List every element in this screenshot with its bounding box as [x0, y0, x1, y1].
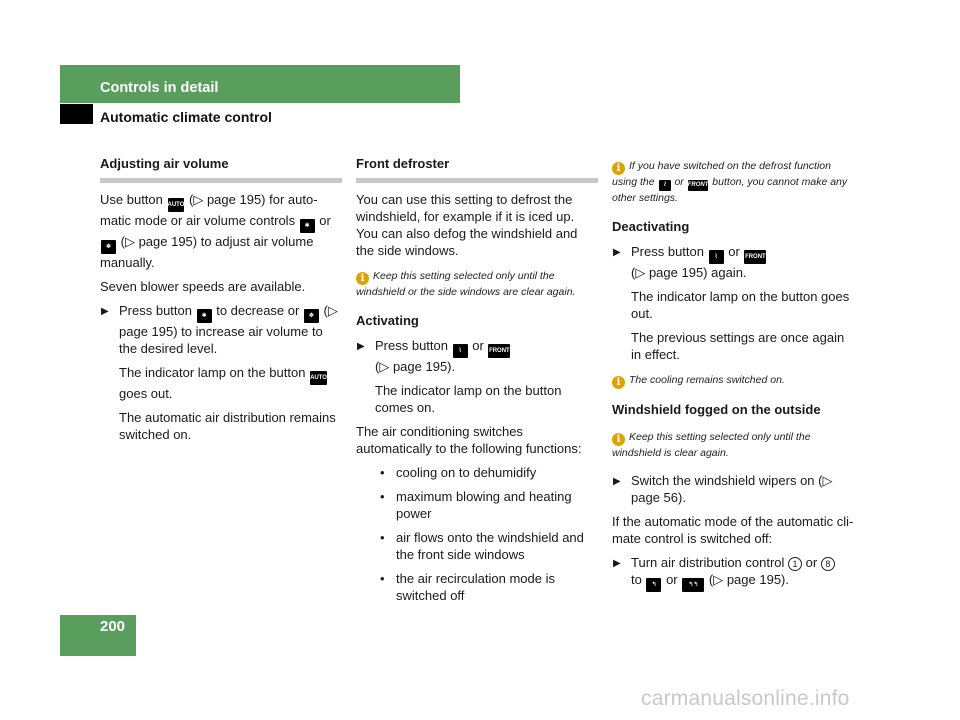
control-8-icon: 8	[821, 557, 835, 571]
page-number: 200	[100, 618, 126, 635]
step-arrow-icon: ▶	[357, 340, 365, 352]
reference-arrow-icon: ▷	[635, 264, 646, 280]
paragraph: Use button AUTO (▷ page 195) for auto-matic mode or air volume controls ✱ or ✽ (▷ page 195) to adjust air volume manually.	[100, 192, 331, 270]
reference-arrow-icon: ▷	[193, 192, 204, 207]
heading-front-defroster: Front defroster	[356, 155, 598, 183]
step-arrow-icon: ▶	[613, 476, 621, 487]
bullet-icon: •	[380, 570, 385, 586]
front-defrost-icon: FRONT	[488, 344, 510, 358]
paragraph: The air conditioning switches automatically to the following functions:	[356, 423, 582, 456]
step: ▶ Press button ✱ to decrease or ✽ (▷ page 195) to increase air volume to the desired level.	[101, 303, 338, 356]
fan-large-icon: ✽	[304, 309, 319, 323]
info-note: i If you have switched on the defrost function using the ⌇ or FRONT button, you cannot make any other settings.	[612, 160, 848, 204]
step-arrow-icon: ▶	[101, 306, 109, 317]
info-icon: i	[356, 272, 369, 285]
list-item: • cooling on to dehumidify	[380, 464, 537, 480]
step-result: The previous settings are once again in effect.	[631, 329, 845, 362]
defrost-icon: ⌇	[659, 180, 671, 191]
fan-small-icon: ✱	[300, 219, 315, 233]
reference-arrow-icon: ▷	[379, 358, 390, 374]
paragraph: Seven blower speeds are available.	[100, 279, 306, 294]
reference-arrow-icon: ▷	[822, 473, 833, 488]
heading-adjusting-air-volume: Adjusting air volume	[100, 155, 342, 183]
column-2	[356, 155, 598, 611]
list-item: • maximum blowing and heating power	[380, 488, 572, 521]
info-icon: i	[612, 376, 625, 389]
step: ▶ Turn air distribution control 1 or 8 to ↰ or ↰↰ (▷ page 195).	[612, 554, 856, 592]
fan-large-icon: ✽	[101, 240, 116, 254]
info-icon: i	[612, 433, 625, 446]
section-title: Controls in detail	[100, 80, 219, 96]
subheading-deactivating: Deactivating	[612, 218, 690, 234]
watermark: carmanualsonline.info	[641, 687, 850, 710]
info-note: i Keep this setting selected only until the windshield is clear again.	[612, 430, 811, 459]
header-marker	[60, 104, 93, 124]
paragraph: If the automatic mode of the automatic cli-mate control is switched off:	[612, 514, 854, 546]
step-result: The indicator lamp on the button goes out.	[631, 288, 850, 321]
step: ▶ Press button ⌇ or FRONT (▷ page 195).	[357, 337, 510, 374]
reference-arrow-icon: ▷	[327, 303, 338, 318]
bullet-icon: •	[380, 529, 385, 545]
air-distribution-windshield-footwell-icon: ↰↰	[682, 578, 704, 592]
info-icon: i	[612, 162, 625, 175]
paragraph: You can use this setting to defrost the windshield, for example if it is iced up. You can also defog the windshield and the side windows.	[356, 192, 578, 258]
control-1-icon: 1	[788, 557, 802, 571]
auto-button-icon: AUTO	[168, 198, 185, 212]
step-result: The indicator lamp on the button AUTO goes out.	[119, 365, 327, 401]
reference-arrow-icon: ▷	[124, 234, 135, 249]
column-1	[100, 155, 342, 450]
info-note: i The cooling remains switched on.	[612, 373, 856, 389]
air-distribution-windshield-icon: ↰	[646, 578, 661, 592]
step-result: The automatic air distribution remains switched on.	[119, 410, 336, 442]
auto-button-icon: AUTO	[310, 371, 327, 385]
subheading-windshield-fogged: Windshield fogged on the outside	[612, 401, 821, 417]
step: ▶ Press button ⌇ or FRONT (▷ page 195) again.	[613, 243, 766, 280]
defrost-icon: ⌇	[709, 250, 724, 264]
step-arrow-icon: ▶	[613, 558, 621, 569]
defrost-icon: ⌇	[453, 344, 468, 358]
step: ▶ Switch the windshield wipers on (▷ page 56).	[613, 473, 833, 505]
step-result: The indicator lamp on the button comes on.	[375, 382, 562, 415]
subheading-activating: Activating	[356, 312, 419, 328]
bullet-icon: •	[380, 464, 385, 480]
bullet-icon: •	[380, 488, 385, 504]
front-defrost-icon: FRONT	[744, 250, 766, 264]
step-arrow-icon: ▶	[613, 246, 621, 258]
info-note: i Keep this setting selected only until the windshield or the side windows are clear again.	[356, 270, 576, 298]
list-item: • the air recirculation mode is switched off	[380, 570, 555, 603]
front-defrost-icon: FRONT	[688, 180, 709, 191]
list-item: • air flows onto the windshield and the front side windows	[380, 529, 584, 562]
page-subtitle: Automatic climate control	[100, 109, 272, 125]
fan-small-icon: ✱	[197, 309, 212, 323]
reference-arrow-icon: ▷	[713, 572, 724, 587]
column-3	[612, 155, 856, 599]
